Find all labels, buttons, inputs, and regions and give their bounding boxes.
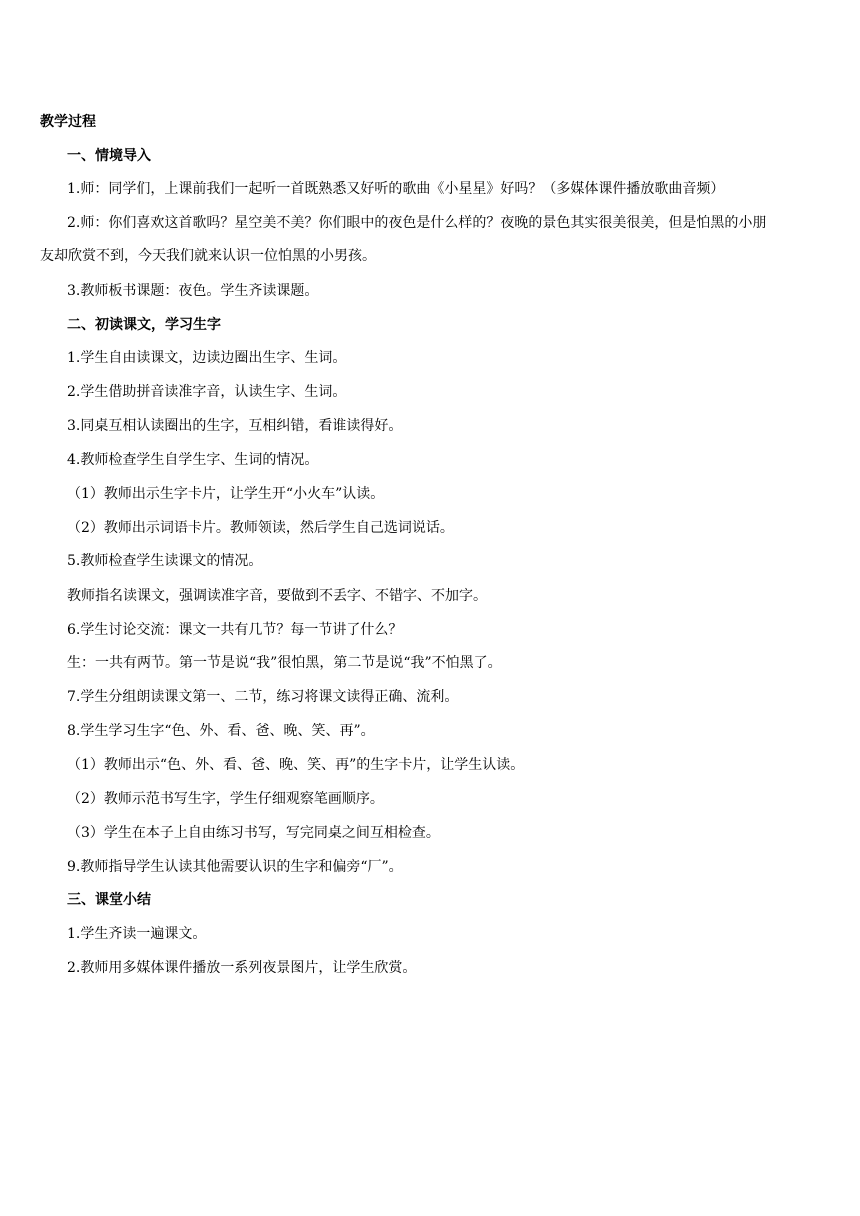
page-title: 教学过程 <box>40 114 96 130</box>
paragraph: 9.教师指导学生认读其他需要认识的生字和偏旁“厂”。 <box>67 859 403 875</box>
paragraph: 2.师：你们喜欢这首歌吗？星空美不美？你们眼中的夜色是什么样的？夜晚的景色其实很美很美，但是怕黑的小朋 <box>67 215 767 231</box>
paragraph: 5.教师检查学生读课文的情况。 <box>67 553 263 569</box>
paragraph: 3.同桌互相认读圈出的生字，互相纠错，看谁读得好。 <box>67 418 403 434</box>
paragraph: 教师指名读课文，强调读准字音，要做到不丢字、不错字、不加字。 <box>67 588 487 604</box>
sub-paragraph: （2）教师示范书写生字，学生仔细观察笔画顺序。 <box>67 791 384 807</box>
paragraph: 1.学生自由读课文，边读边圈出生字、生词。 <box>67 350 347 366</box>
sub-paragraph: （2）教师出示词语卡片。教师领读，然后学生自己选词说话。 <box>67 520 454 536</box>
paragraph: 1.学生齐读一遍课文。 <box>67 926 207 942</box>
section-heading: 二、初读课文，学习生字 <box>67 317 221 333</box>
paragraph: 7.学生分组朗读课文第一、二节，练习将课文读得正确、流利。 <box>67 689 459 705</box>
section-heading: 一、情境导入 <box>67 148 151 164</box>
paragraph: 1.师：同学们，上课前我们一起听一首既熟悉又好听的歌曲《小星星》好吗？（多媒体课件播放歌曲音频） <box>67 181 725 197</box>
paragraph: 6.学生讨论交流：课文一共有几节？每一节讲了什么？ <box>67 622 403 638</box>
paragraph-continuation: 友却欣赏不到，今天我们就来认识一位怕黑的小男孩。 <box>40 248 376 264</box>
paragraph: 2.教师用多媒体课件播放一系列夜景图片，让学生欣赏。 <box>67 960 417 976</box>
paragraph: 3.教师板书课题：夜色。学生齐读课题。 <box>67 283 319 299</box>
paragraph: 4.教师检查学生自学生字、生词的情况。 <box>67 452 319 468</box>
paragraph: 8.学生学习生字“色、外、看、爸、晚、笑、再”。 <box>67 723 375 739</box>
sub-paragraph: （3）学生在本子上自由练习书写，写完同桌之间互相检查。 <box>67 825 440 841</box>
sub-paragraph: （1）教师出示“色、外、看、爸、晚、笑、再”的生字卡片，让学生认读。 <box>67 757 525 773</box>
sub-paragraph: （1）教师出示生字卡片，让学生开“小火车”认读。 <box>67 486 385 502</box>
paragraph: 生：一共有两节。第一节是说“我”很怕黑，第二节是说“我”不怕黑了。 <box>67 655 502 671</box>
section-heading: 三、课堂小结 <box>67 892 151 908</box>
paragraph: 2.学生借助拼音读准字音，认读生字、生词。 <box>67 384 347 400</box>
